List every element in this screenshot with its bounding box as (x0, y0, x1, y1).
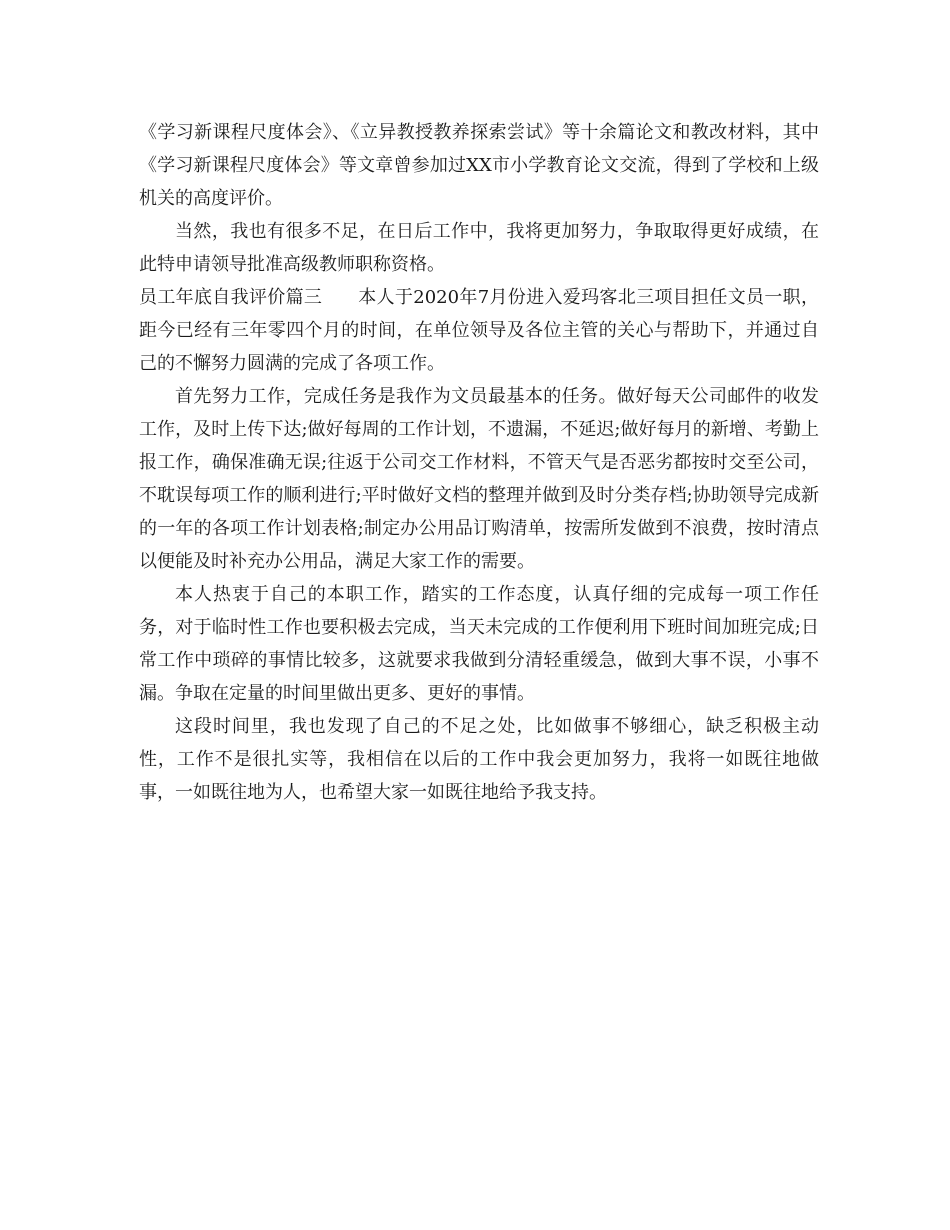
paragraph-text: 《学习新课程尺度体会》、《立异教授教养探索尝试》等十余篇论文和教改材料，其中《学习新课程尺度体会》等文章曾参加过XX市小学教育论文交流，得到了学校和上级机关的高度评价。 (139, 122, 819, 209)
paragraph-text: 本人热衷于自己的本职工作，踏实的工作态度，认真仔细的完成每一项工作任务，对于临时性工作也要积极去完成，当天未完成的工作便利用下班时间加班完成;日常工作中琐碎的事情比较多，这就要求我做到分清轻重缓急，做到大事不误，小事不漏。争取在定量的时间里做出更多、更好的事情。 (139, 584, 819, 704)
paragraph-text: 当然，我也有很多不足，在日后工作中，我将更加努力，争取取得更好成绩，在此特申请领导批准高级教师职称资格。 (139, 221, 819, 275)
paragraph-text: 这段时间里，我也发现了自己的不足之处，比如做事不够细心，缺乏积极主动性，工作不是很扎实等，我相信在以后的工作中我会更加努力，我将一如既往地做事，一如既往地为人，也希望大家一如既往地给予我支持。 (139, 716, 819, 803)
paragraph-section-three (139, 281, 819, 380)
paragraph-conclusion (139, 710, 819, 809)
paragraph-shortcomings (139, 215, 819, 281)
paragraph-duties (139, 380, 819, 578)
paragraph-text: 本人于2020年7月份进入爱玛客北三项目担任文员一职，距今已经有三年零四个月的时间，在单位领导及各位主管的关心与帮助下，并通过自己的不懈努力圆满的完成了各项工作。 (139, 287, 820, 374)
paragraph-papers (139, 116, 819, 215)
document-body (139, 116, 819, 809)
paragraph-attitude (139, 578, 819, 710)
section-title: 员工年底自我评价篇三 (139, 287, 323, 308)
paragraph-text: 首先努力工作，完成任务是我作为文员最基本的任务。做好每天公司邮件的收发工作，及时上传下达;做好每周的工作计划，不遗漏，不延迟;做好每月的新增、考勤上报工作，确保准确无误;往返于公司交工作材料，不管天气是否恶劣都按时交至公司，不耽误每项工作的顺利进行;平时做好文档的整理并做到及时分类存档;协助领导完成新的一年的各项工作计划表格;制定办公用品订购清单，按需所发做到不浪费，按时清点以便能及时补充办公用品，满足大家工作的需要。 (139, 386, 819, 572)
